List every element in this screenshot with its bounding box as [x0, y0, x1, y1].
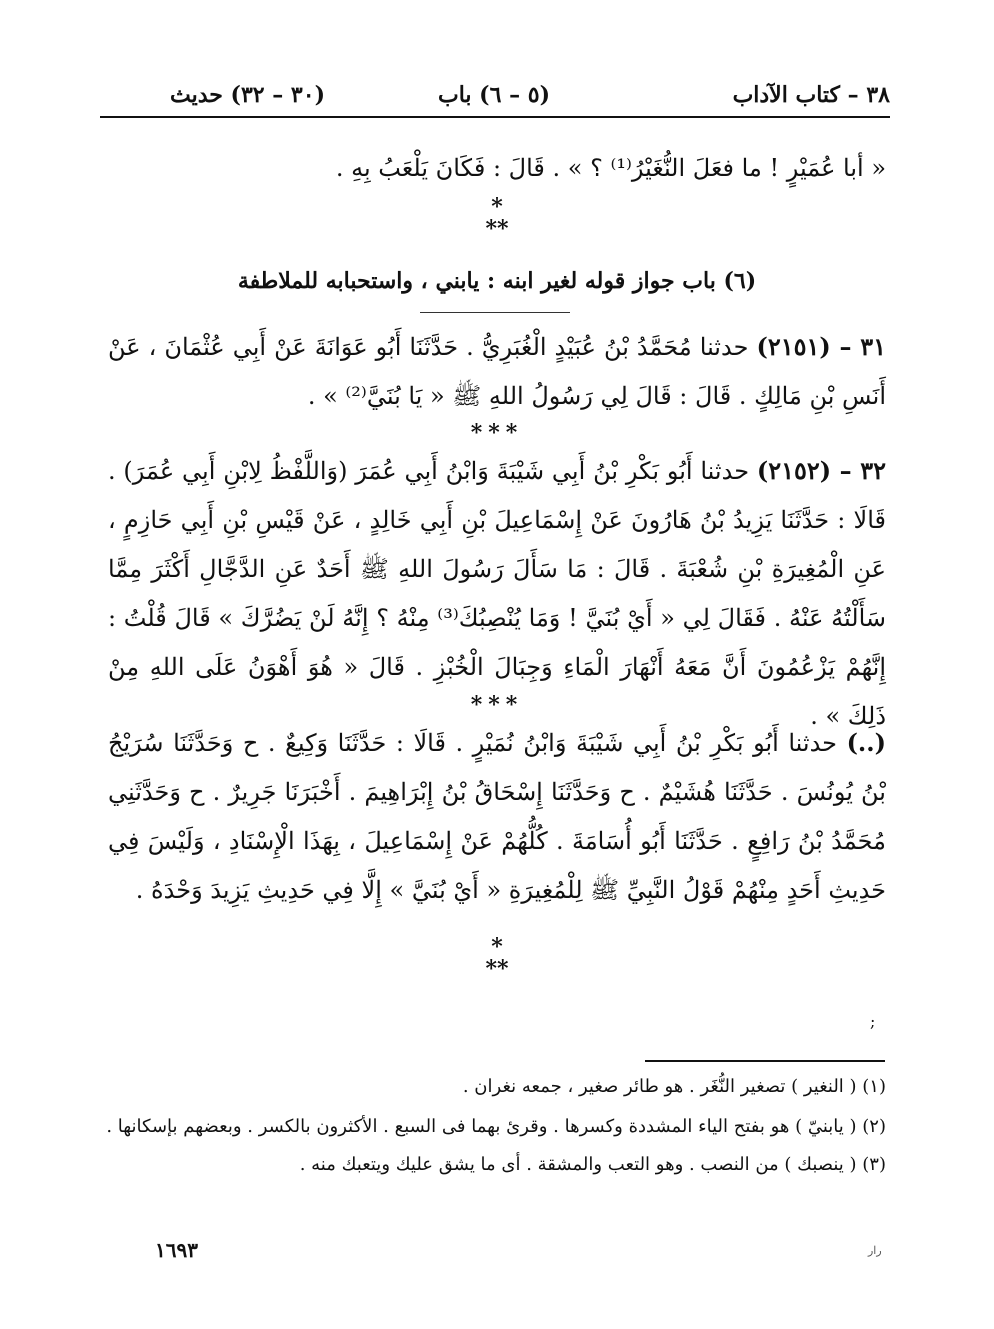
page-number: ١٦٩٣: [155, 1238, 198, 1262]
hadith-31-number: ٣١ – (٢١٥١): [756, 332, 886, 361]
footnote-2: (٢) ( يابنيّ ) هو بفتح الياء المشددة وكسرها . وقرئ بهما فى السبع . الأكثرون بالكسر . وبعضهم بإسكانها .: [106, 1116, 886, 1137]
separator-asterism: * **: [485, 194, 509, 242]
separator-stars: ***: [470, 692, 524, 718]
corner-mark: ﺭﺍﺭ: [868, 1244, 882, 1257]
hadith-31: [108, 322, 886, 421]
running-header: [100, 78, 890, 114]
chapter-rule: [420, 312, 570, 313]
hadith-32-number: ٣٢ – (٢١٥٢): [756, 456, 886, 485]
header-hadith-range: (٣٠ – ٣٢) حديث: [170, 82, 325, 108]
top-line: « أبا عُمَيْرٍ ! ما فعَلَ النُّغَيْرُ⁽¹⁾ ؟ » . قَالَ : فَكَانَ يَلْعَبُ بِهِ .: [335, 154, 886, 182]
footnote-rule: [645, 1060, 885, 1062]
hadith-dots: [108, 718, 886, 915]
header-rule: [100, 116, 890, 118]
hadith-32-text: حدثنا أَبُو بَكْرِ بْنُ أَبِي شَيْبَةَ وَابْنُ أَبِي عُمَرَ (وَاللَّفْظُ لِابْنِ أَبِي عُمَرَ) . قَالَا : حَدَّثَنَا يَزِيدُ بْنُ هَارُونَ عَنْ إِسْمَاعِيلَ بْنِ أَبِي خَالِدٍ ، عَنْ قَيْسِ بْنِ أَبِي حَازِمٍ ، عَنِ الْمُغِيرَةِ بْنِ شُعْبَةَ . قَالَ : مَا سَأَلَ رَسُولَ اللهِ ﷺ أَحَدٌ عَنِ الدَّجَّالِ أَكْثَرَ مِمَّا سَأَلْتُهُ عَنْهُ . فَقَالَ لِي « أَيْ بُنَيَّ ! وَمَا يُنْصِبُكَ⁽³⁾ مِنْهُ ؟ إِنَّهُ لَنْ يَضُرَّكَ » قَالَ قُلْتُ : إِنَّهُمْ يَزْعُمُونَ أَنَّ مَعَهُ أَنْهَارَ الْمَاءِ وَجِبَالَ الْخُبْزِ . قَالَ « هُوَ أَهْوَنُ عَلَى اللهِ مِنْ ذَلِكَ » .: [108, 457, 887, 730]
header-chapter-range: (٥ – ٦) باب: [437, 82, 550, 108]
footnote-1: (١) ( النغير ) تصغير النُّغَر . هو طائر صغير ، جمعه نغران .: [462, 1076, 886, 1097]
hadith-dots-text: حدثنا أَبُو بَكْرِ بْنُ أَبِي شَيْبَةَ وَابْنُ نُمَيْرٍ . قَالَا : حَدَّثَنَا وَكِيعٌ . ح وَحَدَّثَنَا سُرَيْجُ بْنُ يُونُسَ . حَدَّثَنَا هُشَيْمٌ . ح وَحَدَّثَنَا إِسْحَاقُ بْنُ إِبْرَاهِيمَ . أَخْبَرَنَا جَرِيرٌ . ح وَحَدَّثَنِي مُحَمَّدُ بْنُ رَافِعٍ . حَدَّثَنَا أَبُو أُسَامَةَ . كُلُّهُمْ عَنْ إِسْمَاعِيلَ ، بِهَذَا الْإِسْنَادِ ، وَلَيْسَ فِي حَدِيثِ أَحَدٍ مِنْهُمْ قَوْلُ النَّبِيِّ ﷺ لِلْمُغِيرَةِ « أَيْ بُنَيَّ » إِلَّا فِي حَدِيثِ يَزِيدَ وَحْدَهُ .: [108, 729, 886, 904]
hadith-dots-number: (..): [846, 728, 886, 757]
footnote-3: (٣) ( ينصبك ) من النصب . وهو التعب والمشقة . أى ما يشق عليك ويتعبك منه .: [299, 1154, 886, 1175]
chapter-title: (٦) باب جواز قوله لغير ابنه : يابني ، واستحبابه للملاطفة: [237, 268, 757, 294]
header-page-book: ٣٨ – كتاب الآداب: [732, 82, 890, 108]
hadith-31-text: حدثنا مُحَمَّدُ بْنُ عُبَيْدٍ الْغُبَرِيُّ . حَدَّثَنَا أَبُو عَوَانَةَ عَنْ أَبِي عُثْمَانَ ، عَنْ أَنَسِ بْنِ مَالِكٍ . قَالَ : قَالَ لِي رَسُولُ اللهِ ﷺ « يَا بُنَيَّ⁽²⁾ » .: [108, 333, 886, 410]
separator-asterism: * **: [485, 934, 509, 982]
separator-stars: ***: [470, 420, 524, 446]
stray-mark: ;: [870, 1012, 876, 1031]
